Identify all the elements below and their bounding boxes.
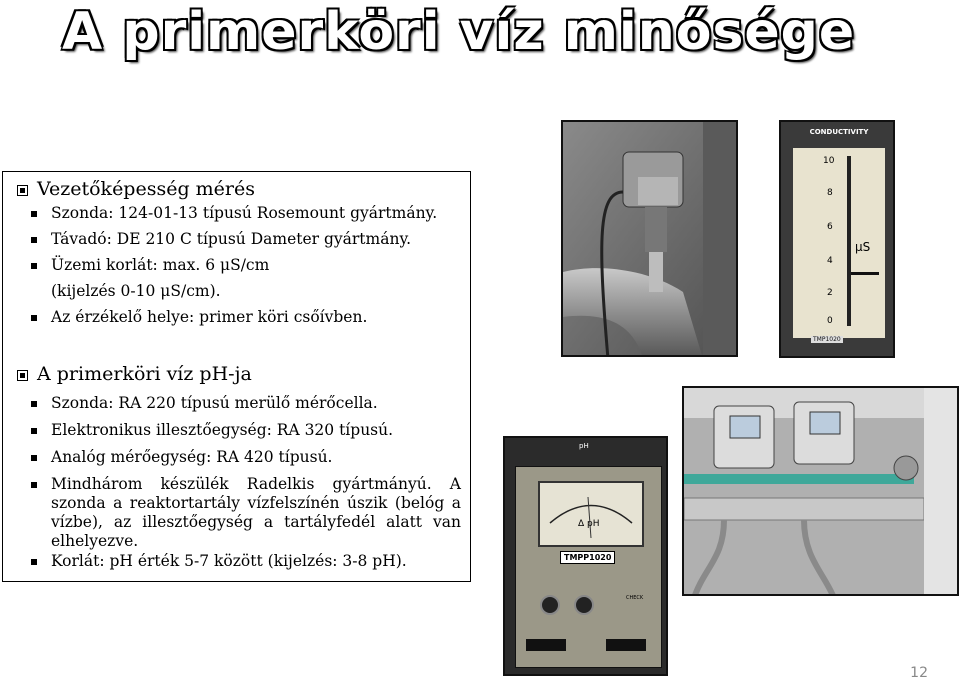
scale-tick-label: 2: [827, 288, 833, 298]
square-bullet-icon: [31, 482, 37, 488]
meter-header: CONDUCTIVITY: [809, 128, 869, 136]
knob-icon: [540, 595, 560, 615]
sensor-pipe-illustration: [563, 122, 738, 357]
switch-block: [526, 639, 566, 651]
ph-unit: Δ pH: [578, 519, 600, 529]
photo-conductivity-sensor: [561, 120, 738, 357]
transmitters-illustration: [684, 388, 959, 596]
scale-tick-label: 0: [827, 316, 833, 326]
list-item: Mindhárom készülék Radelkis gyártmányú. A szonda a reaktortartály vízfelszínén úszik (belóg a vízbe), az illesztőegység a tartályfedél alatt van elhelyezve.: [31, 475, 461, 551]
meter-scale-panel: [793, 148, 885, 338]
switch-block: [606, 639, 646, 651]
knob-icon: [574, 595, 594, 615]
photo-conductivity-meter: [779, 120, 895, 358]
meter-label: TMP1020: [813, 336, 841, 343]
scale-tick-label: 6: [827, 222, 833, 232]
meter-needle: [851, 272, 879, 275]
photo-ph-meter: [503, 436, 668, 676]
checkbox-bullet-icon: [17, 185, 28, 196]
ph-panel: [515, 466, 662, 668]
ph-dial-arc: [540, 483, 642, 545]
scale-tick-label: 10: [823, 156, 835, 166]
meter-scale: [801, 156, 851, 326]
page-title: A primerköri víz minősége: [62, 2, 856, 62]
square-bullet-icon: [31, 315, 37, 321]
check-label: CHECK: [626, 595, 644, 601]
square-bullet-icon: [31, 237, 37, 243]
ph-dial: [538, 481, 644, 547]
square-bullet-icon: [31, 559, 37, 565]
scale-tick-label: 8: [827, 188, 833, 198]
square-bullet-icon: [31, 211, 37, 217]
square-bullet-icon: [31, 401, 37, 407]
square-bullet-icon: [31, 455, 37, 461]
ph-label: TMPP1020: [560, 551, 615, 564]
content-box: Vezetőképesség mérés Szonda: 124-01-13 típusú Rosemount gyártmány. Távadó: DE 210 C típusú Dameter gyártmány. Üzemi korlát: max. 6 μS/cm (kijelzés 0-10 μS/cm). Az érzékelő helye: primer köri csőívben. A primerköri víz pH-ja Szonda: RA 220 típusú merülő mérőcella. Elektronikus illesztőegység: RA 320 típusú. Analóg mérőegység: RA 420 típusú. Mindhárom készülék Radelkis gyártmányú. A szonda a reaktortartály vízfelszínén úszik (belóg a vízbe), az illesztőegység a tartályfedél alatt van elhelyezve. Korlát: pH érték 5-7 között (kijelzés: 3-8 pH).: [2, 171, 471, 582]
ph-header: pH: [579, 442, 589, 450]
square-bullet-icon: [31, 428, 37, 434]
photo-transmitters: [682, 386, 959, 596]
page-number: 12: [910, 665, 928, 681]
square-bullet-icon: [31, 263, 37, 269]
scale-tick-label: 4: [827, 256, 833, 266]
meter-unit: μS: [855, 240, 871, 254]
checkbox-bullet-icon: [17, 370, 28, 381]
